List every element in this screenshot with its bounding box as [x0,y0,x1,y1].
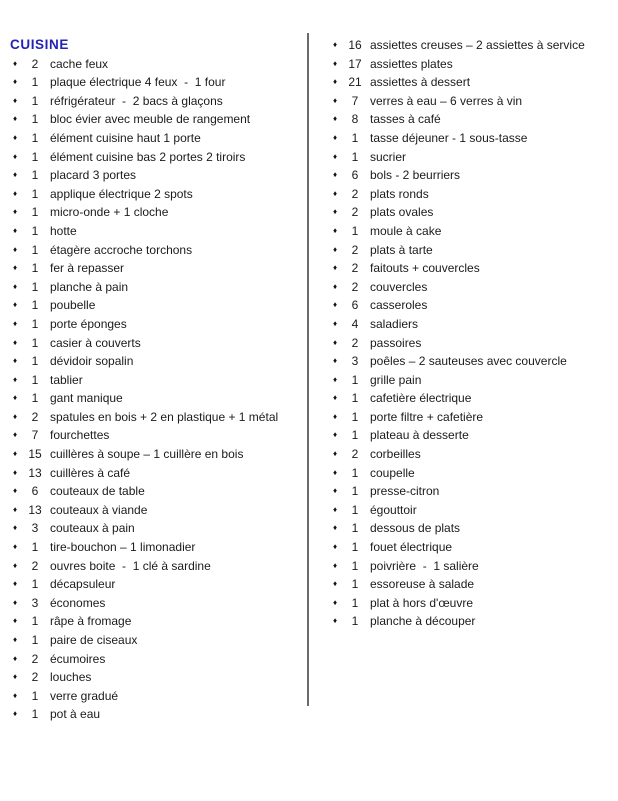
bullet-diamond-icon: ♦ [333,300,338,310]
list-item [10,668,306,687]
right-column [330,36,616,631]
item-quantity: 1 [31,614,39,629]
list-item [330,73,616,92]
item-label: porte filtre + cafetière [370,409,484,424]
item-quantity: 1 [351,465,359,480]
bullet-diamond-icon: ♦ [333,411,338,421]
bullet-diamond-icon: ♦ [13,356,18,366]
bullet-diamond-icon: ♦ [333,449,338,459]
item-label: passoires [370,335,422,350]
list-item [10,296,306,315]
item-label: élément cuisine haut 1 porte [50,130,201,145]
bullet-diamond-icon: ♦ [13,579,18,589]
item-label: dessous de plats [370,521,461,536]
bullet-diamond-icon: ♦ [333,430,338,440]
item-label: moule à cake [370,223,442,238]
item-quantity: 1 [351,223,359,238]
list-item [10,631,306,650]
list-item [10,334,306,353]
bullet-diamond-icon: ♦ [13,449,18,459]
list-item [330,148,616,167]
item-quantity: 2 [351,447,359,462]
bullet-diamond-icon: ♦ [13,244,18,254]
list-item [330,408,616,427]
right-inventory-list [330,36,616,631]
list-item [330,92,616,111]
bullet-diamond-icon: ♦ [13,114,18,124]
list-item [10,315,306,334]
bullet-diamond-icon: ♦ [333,542,338,552]
item-quantity: 1 [351,428,359,443]
item-quantity: 1 [351,484,359,499]
list-item [330,538,616,557]
list-item [330,464,616,483]
item-quantity: 1 [351,502,359,517]
item-label: bloc évier avec meuble de rangement [50,112,251,127]
item-label: sucrier [370,149,407,164]
bullet-diamond-icon: ♦ [333,486,338,496]
item-quantity: 8 [351,112,359,127]
list-item [330,482,616,501]
item-label: couteaux à pain [50,521,135,536]
item-label: bols - 2 beurriers [370,168,461,183]
list-item [10,110,306,129]
item-quantity: 3 [351,354,359,369]
item-label: paire de ciseaux [50,633,138,647]
item-quantity: 1 [31,149,39,164]
item-quantity: 2 [31,409,39,424]
list-item [10,259,306,278]
left-column [10,36,306,724]
item-label: spatules en bois + 2 en plastique + 1 métal [50,409,279,424]
bullet-diamond-icon: ♦ [333,579,338,589]
list-item [330,185,616,204]
bullet-diamond-icon: ♦ [13,672,18,682]
bullet-diamond-icon: ♦ [333,188,338,198]
list-item [10,389,306,408]
item-label: plaque électrique 4 feux - 1 four [50,75,226,90]
list-item [330,315,616,334]
item-quantity: 1 [31,354,39,369]
item-label: pot à eau [50,707,101,722]
list-item [10,482,306,501]
bullet-diamond-icon: ♦ [333,374,338,384]
list-item [10,278,306,297]
item-quantity: 1 [31,335,39,350]
list-item [10,408,306,427]
item-label: couvercles [370,279,428,294]
item-quantity: 21 [348,75,362,90]
list-item [330,55,616,74]
list-item [10,519,306,538]
item-quantity: 1 [351,558,359,573]
bullet-diamond-icon: ♦ [333,318,338,328]
bullet-diamond-icon: ♦ [13,95,18,105]
bullet-diamond-icon: ♦ [333,114,338,124]
item-quantity: 7 [351,93,359,108]
item-label: cuillères à café [50,465,131,480]
list-item [330,334,616,353]
item-label: hotte [50,223,77,238]
item-label: planche à découper [370,614,476,629]
bullet-diamond-icon: ♦ [13,411,18,421]
item-label: assiettes creuses – 2 assiettes à service [370,38,585,52]
bullet-diamond-icon: ♦ [333,207,338,217]
item-label: égouttoir [370,502,417,517]
item-quantity: 3 [31,521,39,536]
bullet-diamond-icon: ♦ [13,430,18,440]
item-quantity: 1 [351,577,359,592]
bullet-diamond-icon: ♦ [13,132,18,142]
list-item [330,259,616,278]
item-quantity: 2 [351,261,359,276]
bullet-diamond-icon: ♦ [13,542,18,552]
bullet-diamond-icon: ♦ [13,77,18,87]
item-quantity: 17 [348,56,362,71]
item-label: tire-bouchon – 1 limonadier [50,540,196,555]
item-quantity: 3 [31,595,39,610]
bullet-diamond-icon: ♦ [13,635,18,644]
item-label: ouvres boite - 1 clé à sardine [50,558,211,573]
bullet-diamond-icon: ♦ [333,95,338,105]
item-quantity: 2 [351,205,359,220]
item-label: porte éponges [50,316,127,331]
bullet-diamond-icon: ♦ [333,77,338,87]
column-divider [307,33,309,706]
bullet-diamond-icon: ♦ [13,486,18,496]
item-quantity: 13 [28,465,42,480]
bullet-diamond-icon: ♦ [13,263,18,273]
item-label: assiettes à dessert [370,75,471,90]
item-label: tablier [50,372,83,387]
item-label: grille pain [370,372,422,387]
bullet-diamond-icon: ♦ [13,225,18,235]
item-label: cuillères à soupe – 1 cuillère en bois [50,447,244,462]
bullet-diamond-icon: ♦ [333,225,338,235]
item-quantity: 1 [351,130,359,145]
item-quantity: 6 [351,168,359,183]
bullet-diamond-icon: ♦ [333,356,338,366]
item-quantity: 1 [31,112,39,127]
item-label: applique électrique 2 spots [50,186,193,201]
list-item [10,203,306,222]
list-item [10,148,306,167]
list-item [330,426,616,445]
item-quantity: 16 [348,38,362,52]
list-item [330,222,616,241]
item-label: plat à hors d'œuvre [370,595,474,610]
item-label: louches [50,670,92,685]
item-label: planche à pain [50,279,129,294]
bullet-diamond-icon: ♦ [333,263,338,273]
bullet-diamond-icon: ♦ [333,597,338,607]
item-label: écumoires [50,651,106,666]
bullet-diamond-icon: ♦ [13,374,18,384]
item-label: plats à tarte [370,242,433,257]
item-label: poêles – 2 sauteuses avec couvercle [370,354,567,369]
bullet-diamond-icon: ♦ [13,281,18,291]
item-label: fer à repasser [50,261,125,276]
item-quantity: 1 [351,149,359,164]
bullet-diamond-icon: ♦ [333,467,338,477]
item-quantity: 4 [351,316,359,331]
item-quantity: 1 [31,707,39,722]
list-item [330,110,616,129]
item-quantity: 1 [31,316,39,331]
list-item [10,352,306,371]
item-label: étagère accroche torchons [50,242,193,257]
item-quantity: 1 [31,223,39,238]
list-item [10,241,306,260]
item-quantity: 1 [31,261,39,276]
bullet-diamond-icon: ♦ [333,504,338,514]
list-item [10,371,306,390]
item-label: placard 3 portes [50,168,137,183]
list-item [330,575,616,594]
item-label: tasse déjeuner - 1 sous-tasse [370,130,528,145]
item-quantity: 1 [31,168,39,183]
bullet-diamond-icon: ♦ [333,616,338,626]
item-quantity: 2 [351,279,359,294]
list-item [330,203,616,222]
list-item [330,36,616,55]
bullet-diamond-icon: ♦ [333,281,338,291]
bullet-diamond-icon: ♦ [13,337,18,347]
list-item [10,426,306,445]
item-quantity: 2 [31,558,39,573]
item-quantity: 1 [31,130,39,145]
bullet-diamond-icon: ♦ [333,151,338,161]
item-label: râpe à fromage [50,614,132,629]
list-item [330,296,616,315]
item-label: faitouts + couvercles [370,261,480,276]
list-item [330,501,616,520]
item-quantity: 1 [351,372,359,387]
list-item [10,129,306,148]
list-item [10,92,306,111]
list-item [330,166,616,185]
item-label: coupelle [370,465,415,480]
bullet-diamond-icon: ♦ [333,393,338,403]
bullet-diamond-icon: ♦ [13,58,18,68]
item-label: plats ovales [370,205,434,220]
list-item [10,538,306,557]
item-quantity: 2 [31,651,39,666]
list-item [330,594,616,613]
item-quantity: 2 [351,335,359,350]
item-label: micro-onde + 1 cloche [50,205,169,220]
item-quantity: 1 [351,391,359,406]
item-label: élément cuisine bas 2 portes 2 tiroirs [50,149,246,164]
bullet-diamond-icon: ♦ [13,616,18,626]
bullet-diamond-icon: ♦ [13,653,18,663]
item-label: cache feux [50,56,109,71]
list-item [10,501,306,520]
item-label: gant manique [50,391,123,406]
bullet-diamond-icon: ♦ [333,560,338,570]
list-item [330,352,616,371]
list-item [330,557,616,576]
item-quantity: 1 [31,279,39,294]
item-quantity: 1 [31,205,39,220]
item-quantity: 1 [31,93,39,108]
item-label: plateau à desserte [370,428,469,443]
bullet-diamond-icon: ♦ [13,151,18,161]
item-quantity: 1 [351,614,359,629]
bullet-diamond-icon: ♦ [333,523,338,533]
item-label: couteaux de table [50,484,145,499]
list-item [330,129,616,148]
list-item [10,185,306,204]
item-label: fourchettes [50,428,110,443]
item-quantity: 1 [31,186,39,201]
bullet-diamond-icon: ♦ [13,709,18,719]
item-quantity: 13 [28,502,42,517]
item-label: plats ronds [370,186,429,201]
item-label: poivrière - 1 salière [370,558,479,573]
list-item [330,389,616,408]
list-item [330,612,616,631]
item-quantity: 1 [31,75,39,90]
left-inventory-list [10,55,306,724]
list-item [330,519,616,538]
item-quantity: 1 [351,540,359,555]
list-item [10,464,306,483]
item-quantity: 1 [31,372,39,387]
item-quantity: 1 [31,633,39,647]
item-label: dévidoir sopalin [50,354,134,369]
item-label: économes [50,595,106,610]
list-item [330,371,616,390]
bullet-diamond-icon: ♦ [333,170,338,180]
item-quantity: 2 [31,56,39,71]
item-quantity: 1 [31,540,39,555]
item-quantity: 1 [31,242,39,257]
item-label: assiettes plates [370,56,453,71]
bullet-diamond-icon: ♦ [13,170,18,180]
page-title: CUISINE [10,37,69,52]
bullet-diamond-icon: ♦ [13,300,18,310]
bullet-diamond-icon: ♦ [13,597,18,607]
bullet-diamond-icon: ♦ [13,467,18,477]
list-item [10,557,306,576]
list-item [10,73,306,92]
item-quantity: 1 [31,298,39,313]
bullet-diamond-icon: ♦ [333,58,338,68]
list-item [10,55,306,74]
item-quantity: 1 [31,391,39,406]
item-label: casier à couverts [50,335,141,350]
item-label: saladiers [370,316,419,331]
bullet-diamond-icon: ♦ [13,318,18,328]
item-label: corbeilles [370,447,421,462]
bullet-diamond-icon: ♦ [333,337,338,347]
list-item [10,594,306,613]
list-item [10,687,306,706]
item-label: casseroles [370,298,428,313]
item-label: cafetière électrique [370,391,472,406]
bullet-diamond-icon: ♦ [13,504,18,514]
item-label: réfrigérateur - 2 bacs à glaçons [50,93,223,108]
list-item [10,650,306,669]
item-label: poubelle [50,298,96,313]
list-item [10,575,306,594]
item-quantity: 1 [351,521,359,536]
list-item [330,445,616,464]
item-label: presse-citron [370,484,440,499]
list-item [10,445,306,464]
list-item [10,705,306,724]
item-label: tasses à café [370,112,441,127]
item-quantity: 2 [351,242,359,257]
bullet-diamond-icon: ♦ [13,188,18,198]
item-label: verres à eau – 6 verres à vin [370,93,523,108]
bullet-diamond-icon: ♦ [333,132,338,142]
item-label: fouet électrique [370,540,453,555]
item-quantity: 1 [351,595,359,610]
bullet-diamond-icon: ♦ [13,560,18,570]
list-item [10,612,306,631]
list-item [10,222,306,241]
item-quantity: 1 [31,688,39,703]
item-quantity: 6 [31,484,39,499]
list-item [330,278,616,297]
list-item [330,241,616,260]
bullet-diamond-icon: ♦ [333,244,338,254]
item-quantity: 1 [351,409,359,424]
bullet-diamond-icon: ♦ [13,393,18,403]
item-quantity: 7 [31,428,39,443]
bullet-diamond-icon: ♦ [13,523,18,533]
item-quantity: 2 [31,670,39,685]
bullet-diamond-icon: ♦ [333,40,338,49]
bullet-diamond-icon: ♦ [13,207,18,217]
list-item [10,166,306,185]
bullet-diamond-icon: ♦ [13,690,18,700]
item-label: verre gradué [50,688,119,703]
item-label: essoreuse à salade [370,577,475,592]
item-quantity: 2 [351,186,359,201]
item-label: couteaux à viande [50,502,148,517]
item-quantity: 1 [31,577,39,592]
item-quantity: 6 [351,298,359,313]
item-quantity: 15 [28,447,42,462]
item-label: décapsuleur [50,577,116,592]
